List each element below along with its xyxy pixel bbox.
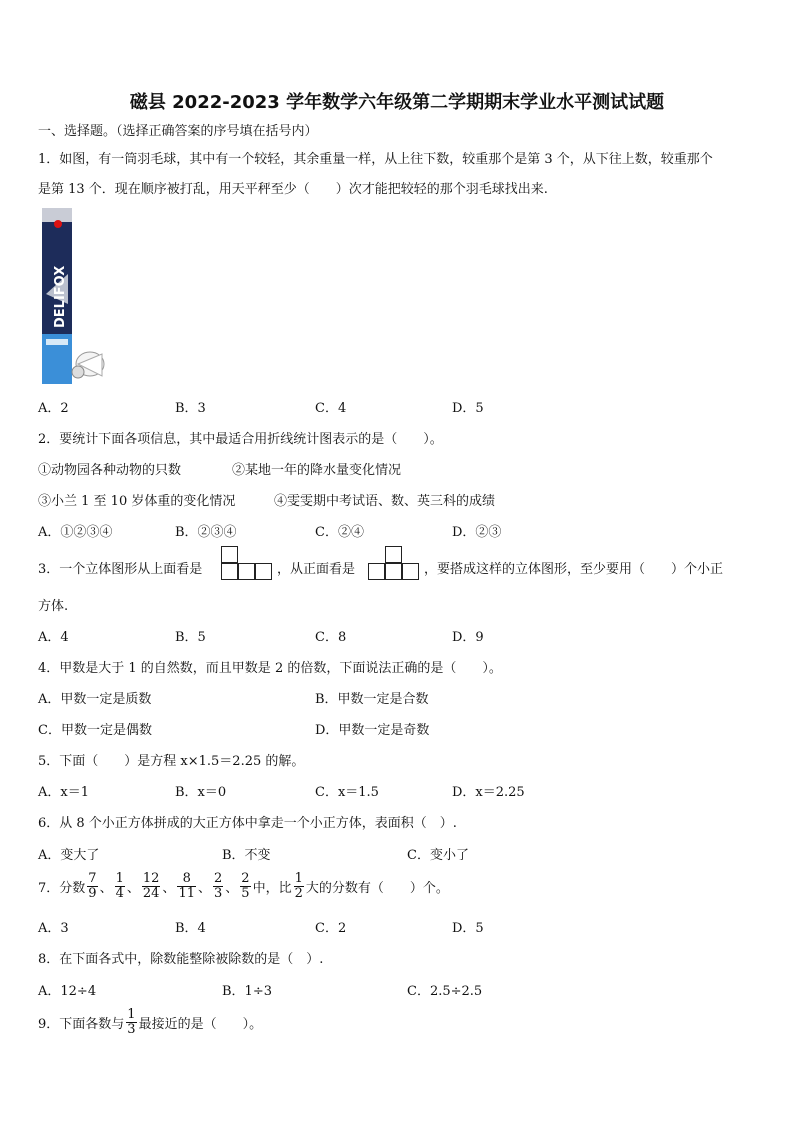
q1-option-d: D．5: [452, 401, 484, 416]
q2-item-3: ③小兰 1 至 10 岁体重的变化情况: [38, 494, 236, 509]
q6-option-c: C．变小了: [407, 848, 469, 863]
page-title: 磁县 2022-2023 学年数学六年级第二学期期末学业水平测试试题: [129, 92, 665, 113]
q1-option-c: C．4: [315, 401, 347, 416]
q3-option-d: D．9: [452, 630, 484, 645]
q4-stem: 4．甲数是大于 1 的自然数，而且甲数是 2 的倍数，下面说法正确的是（ ）。: [38, 661, 502, 676]
q8-stem: 8．在下面各式中，除数能整除被除数的是（ ）.: [38, 952, 324, 967]
q3-option-a: A．4: [38, 630, 69, 645]
q3-stem-part2: ，从正面看是: [277, 562, 356, 577]
q7-option-d: D．5: [452, 921, 484, 936]
q4-option-c: C．甲数一定是偶数: [38, 723, 152, 738]
q6-option-b: B．不变: [222, 848, 271, 863]
q7-option-b: B．4: [175, 921, 206, 936]
q2-option-c: C．②④: [315, 525, 364, 540]
q7-fraction-5: $\frac{2}{3}$: [214, 870, 223, 901]
q2-option-d: D．②③: [452, 525, 502, 540]
q7-option-c: C．2: [315, 921, 347, 936]
q7-suffix: 大的分数有（ ）个。: [305, 880, 449, 896]
q1-option-a: A．2: [38, 401, 69, 416]
q5-option-d: D．x＝2.25: [452, 785, 525, 800]
q3-stem-part3: ，要搭成这样的立体图形，至少要用（ ）个小正: [424, 562, 724, 577]
q5-option-a: A．x＝1: [38, 785, 89, 800]
q1-option-b: B．3: [175, 401, 206, 416]
shuttlecock-tube-image: [38, 204, 110, 386]
q7-fraction-4: $\frac{8}{11}$: [178, 870, 195, 901]
q8-option-c: C．2.5÷2.5: [407, 984, 483, 999]
q2-item-2: ②某地一年的降水量变化情况: [232, 463, 402, 478]
q3-stem-line2: 方体.: [38, 599, 69, 614]
q7-prefix: 7．分数: [38, 880, 86, 896]
q3-stem-part1: 3．一个立体图形从上面看是: [38, 562, 203, 577]
q4-option-d: D．甲数一定是奇数: [315, 723, 430, 738]
q7-option-a: A．3: [38, 921, 69, 936]
q7-fraction-3: $\frac{12}{24}$: [142, 870, 160, 901]
q5-stem: 5．下面（ ）是方程 x×1.5＝2.25 的解。: [38, 754, 305, 769]
q7-fraction-6: $\frac{2}{5}$: [241, 870, 250, 901]
q3-option-c: C．8: [315, 630, 347, 645]
q9-prefix: 9．下面各数与: [38, 1016, 125, 1032]
q2-item-4: ④雯雯期中考试语、数、英三科的成绩: [274, 494, 496, 509]
q2-stem: 2．要统计下面各项信息，其中最适合用折线统计图表示的是（ ）。: [38, 432, 443, 447]
q7-fraction-2: $\frac{1}{4}$: [115, 870, 124, 901]
q7-fraction-1: $\frac{7}{9}$: [88, 870, 97, 901]
q4-option-b: B．甲数一定是合数: [315, 692, 429, 707]
q8-option-a: A．12÷4: [38, 984, 97, 999]
q4-option-a: A．甲数一定是质数: [38, 692, 152, 707]
q7-reference-fraction: $\frac{1}{2}$: [294, 870, 303, 901]
q9-fraction: $\frac{1}{3}$: [127, 1006, 136, 1037]
q5-option-c: C．x＝1.5: [315, 785, 379, 800]
q6-option-a: A．变大了: [38, 848, 100, 863]
q1-stem-line2: 是第 13 个．现在顺序被打乱，用天平秤至少（ ）次才能把较轻的那个羽毛球找出来.: [38, 182, 548, 197]
q9-suffix: 最接近的是（ ）。: [138, 1016, 263, 1032]
q1-stem-line1: 1．如图，有一筒羽毛球，其中有一个较轻，其余重量一样，从上往下数，较重那个是第 3 个，从下往上数，较重那个: [38, 152, 713, 167]
q6-stem: 6．从 8 个小正方体拼成的大正方体中拿走一个小正方体，表面积（ ）.: [38, 816, 457, 831]
q3-option-b: B．5: [175, 630, 206, 645]
q9-stem: [38, 1002, 262, 1042]
q2-option-b: B．②③④: [175, 525, 237, 540]
q7-mid: 中，比: [252, 880, 292, 896]
q2-option-a: A．①②③④: [38, 525, 113, 540]
q8-option-b: B．1÷3: [222, 984, 272, 999]
section-heading: 一、选择题。（选择正确答案的序号填在括号内）: [38, 124, 318, 139]
q7-stem: 7．分数 $\frac{7}{9}$ 、 $\frac{1}{4}$ 、 $\frac{12}{24}$ 、 $\frac{8}{11}$ 、 $\frac{2}{3}$ 、 $\frac{2}{5}$ 中，比 $\frac{1}{2}$ 大的分数有（ ）个。: [38, 870, 449, 901]
q5-option-b: B．x＝0: [175, 785, 227, 800]
q2-item-1: ①动物园各种动物的只数: [38, 463, 182, 478]
